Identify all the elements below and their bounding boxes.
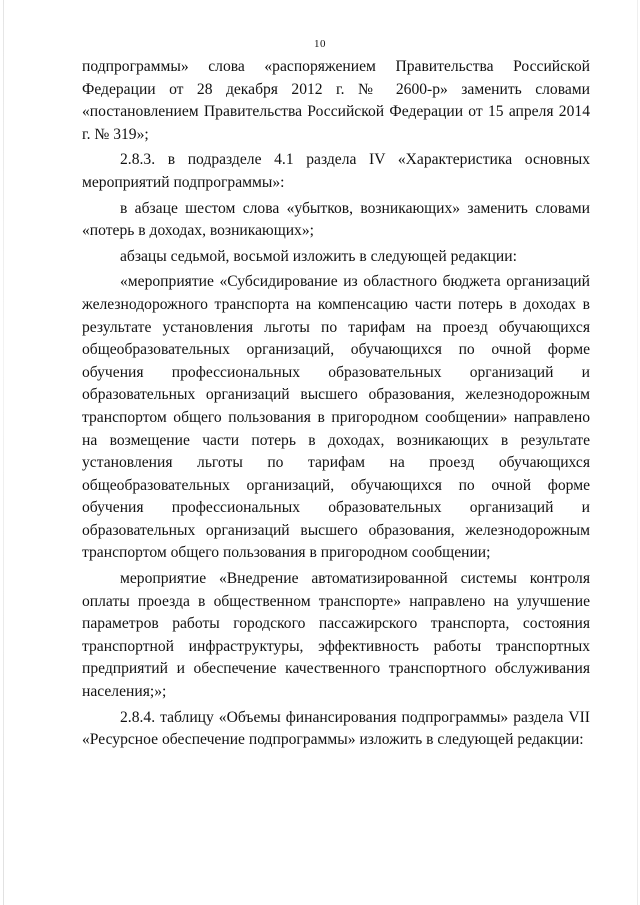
scan-edge-left [3, 0, 4, 905]
paragraph-item-2-8-3: 2.8.3. в подразделе 4.1 раздела IV «Характеристика основных мероприятий подпрограммы»: [82, 151, 590, 191]
scan-edge-right [637, 0, 638, 905]
page-number: 10 [314, 38, 326, 50]
paragraph-measure-subsidy: «мероприятие «Субсидирование из областного бюджета организаций железнодорожного транспорта на компенсацию части потерь в доходах в результате установления льготы по тарифам на проезд обучающихся общеобразовательных организаций, обучающихся по очной форме обучения профессиональных образовательных организаций и образовательных организаций высшего образования, железнодорожным транспортом общего пользования в пригородном сообщении» направлено на возмещение части потерь в доходах, возникающих в результате установления льготы по тарифам на проезд обучающихся общеобразовательных организаций, обучающихся по очной форме обучения профессиональных образовательных организаций и образовательных организаций высшего образования, железнодорожным транспортом общего пользования в пригородном сообщении; [82, 273, 590, 562]
paragraph-measure-automation: мероприятие «Внедрение автоматизированной системы контроля оплаты проезда в общественном транспорте» направлено на улучшение параметров работы городского пассажирского транспорта, состояния транспортной инфраструктуры, эффективность работы транспортных предприятий и обеспечение качественного транспортного обслуживания населения;»; [82, 570, 590, 701]
paragraph-continuation: подпрограммы» слова «распоряжением Правительства Российской Федерации от 28 декабря 2012 г. № 2600-р» заменить словами «постановлением Правительства Российской Федерации от 15 апреля 2014 г. № 319»; [82, 58, 590, 143]
document-body [82, 56, 590, 752]
paragraph-replace-words: в абзаце шестом слова «убытков, возникающих» заменить словами «потерь в доходах, возникающих»; [82, 199, 590, 240]
paragraph-item-2-8-4: 2.8.4. таблицу «Объемы финансирования подпрограммы» раздела VII «Ресурсное обеспечение подпрограммы» изложить в следующей редакции: [82, 708, 590, 749]
paragraph-new-wording: абзацы седьмой, восьмой изложить в следующей редакции: [120, 247, 517, 265]
